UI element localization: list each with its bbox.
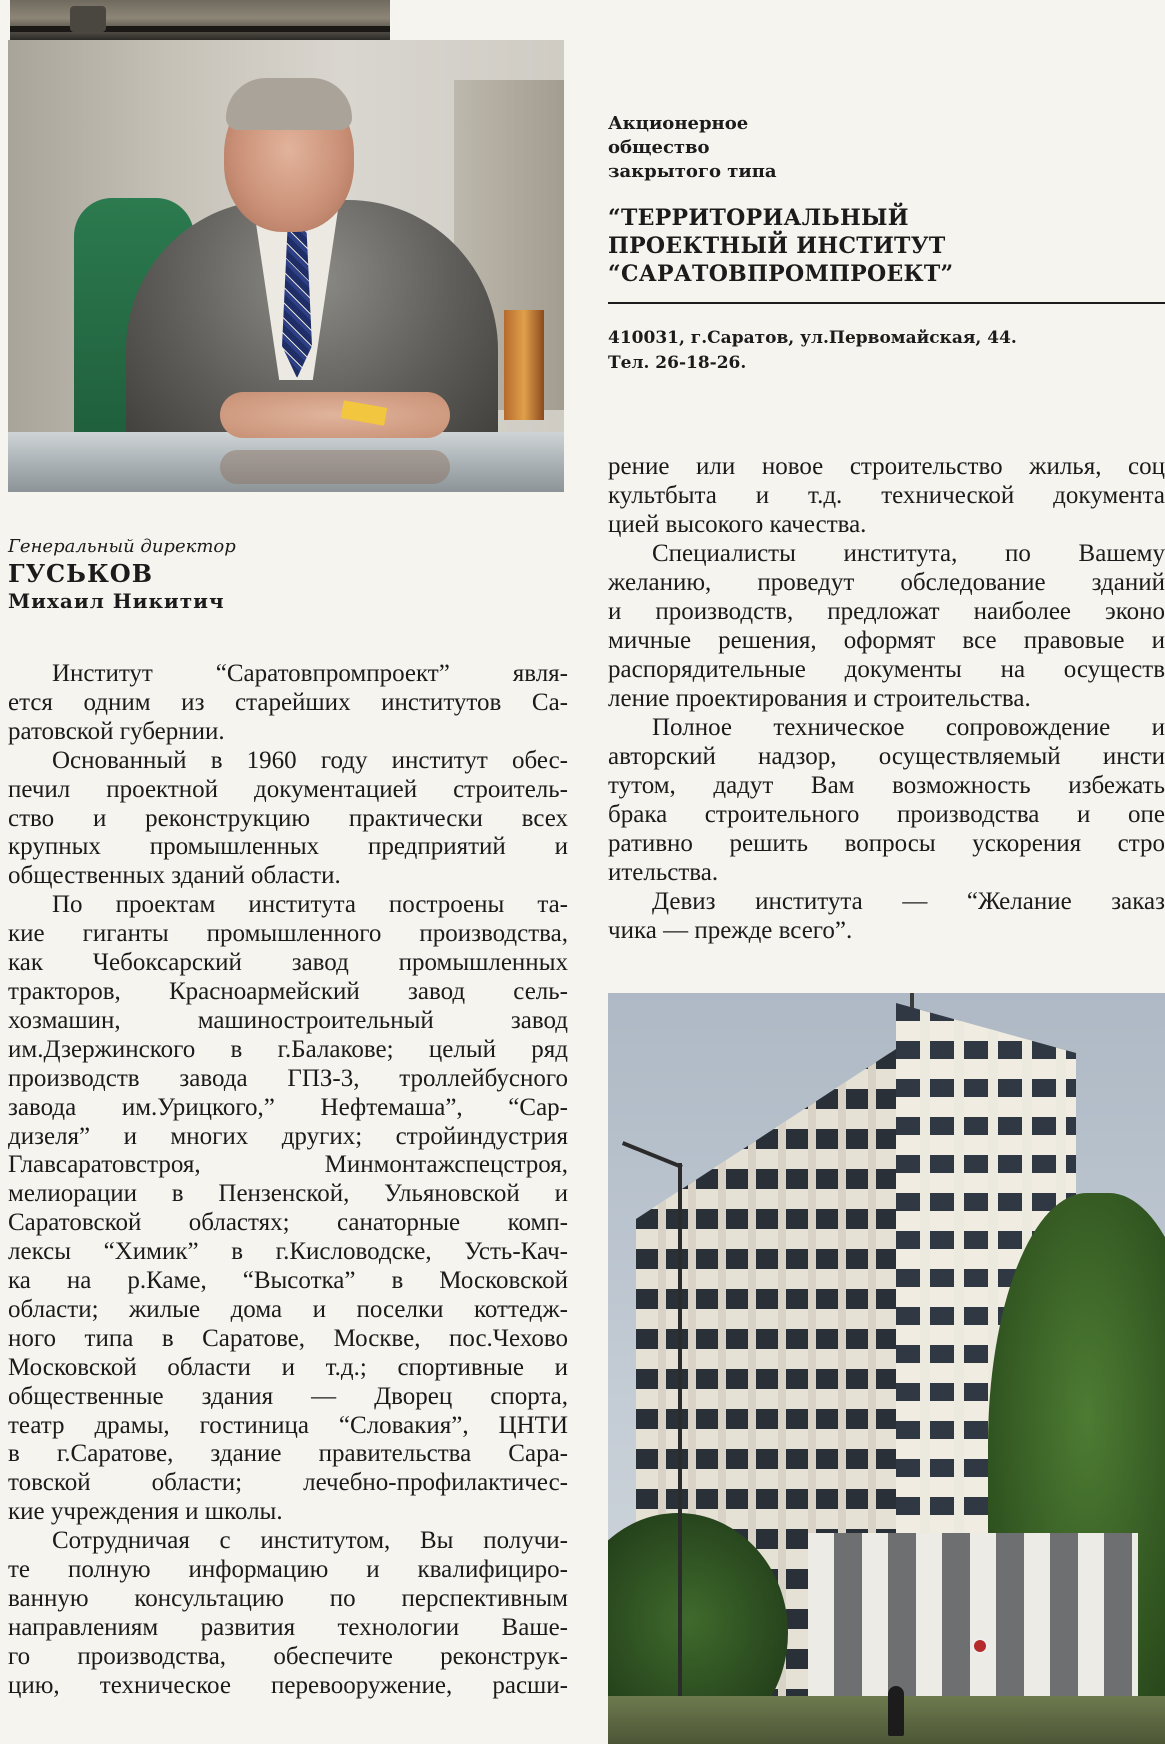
text-line: как Чебоксарский завод промышленных <box>8 949 568 977</box>
text-line: чика — прежде всего”. <box>608 917 853 944</box>
text-line: театр драмы, гостиница “Словакия”, ЦНТИ <box>8 1411 568 1439</box>
text-line: мичные решения, оформят все правовые и <box>608 627 1165 654</box>
text-line: дизеля” и многих других; стройиндустрия <box>8 1122 568 1150</box>
text-line: Полное техническое сопровождение и <box>652 714 1165 741</box>
text-line: Саратовской областях; санаторные комп- <box>8 1209 568 1237</box>
walking-person <box>888 1686 904 1736</box>
text-line: тракторов, Красноармейский завод сель- <box>8 977 568 1005</box>
text-line: мелиорации в Пензенской, Ульяновской и <box>8 1180 568 1208</box>
top-photo-strip <box>10 0 390 40</box>
address-line: 410031, г.Саратов, ул.Первомайская, 44. <box>608 328 1017 348</box>
text-line: Главсаратовстроя, Минмонтажспецстроя, <box>8 1151 568 1179</box>
address-line: Тел. 26-18-26. <box>608 353 747 373</box>
company-name-line: “ТЕРРИТОРИАЛЬНЫЙ <box>608 205 909 231</box>
text-line: тутом, дадут Вам возможность избежать <box>608 772 1165 799</box>
text-line: Специалисты института, по Вашему <box>652 540 1165 567</box>
street-lamp-head <box>622 1141 683 1169</box>
portrait-hands <box>220 392 450 438</box>
director-given-names: Михаил Никитич <box>8 589 225 613</box>
company-address <box>608 326 1165 376</box>
text-line: ванную консультацию по перспективным <box>8 1585 568 1612</box>
text-line: рение или новое строительство жилья, соц <box>608 453 1165 480</box>
text-line: крупных промышленных предприятий и <box>8 833 568 861</box>
company-type-line: закрытого типа <box>608 161 777 182</box>
text-line: Основанный в 1960 году институт обес- <box>52 746 568 774</box>
text-line: го производства, обеспечите реконструк- <box>8 1642 568 1670</box>
text-line: ного типа в Саратове, Москве, пос.Чехово <box>8 1324 568 1352</box>
text-line: и производств, предложат наиболее эконо <box>608 598 1165 625</box>
text-line: те полную информацию и квалифициро- <box>8 1556 568 1584</box>
text-line: общественные здания — Дворец спорта, <box>8 1382 568 1410</box>
text-line: распорядительные документы на осуществ <box>608 656 1165 683</box>
portrait-caption <box>8 534 568 614</box>
text-line: завода им.Урицкого,” Нефтемаша”, “Сар- <box>8 1093 568 1121</box>
street-lamp-pole <box>678 1163 682 1723</box>
company-name <box>608 204 1165 288</box>
text-line: направлениям развития технологии Ваше- <box>8 1613 568 1641</box>
company-name-line: ПРОЕКТНЫЙ ИНСТИТУТ <box>608 233 946 259</box>
text-line: ительства. <box>608 859 719 886</box>
director-role: Генеральный директор <box>8 536 236 557</box>
text-line: в г.Саратове, здание правительства Сара- <box>8 1440 568 1468</box>
company-header <box>608 112 1165 376</box>
text-line: ративно решить вопросы ускорения стро <box>608 830 1165 857</box>
text-line: им.Дзержинского в г.Балакове; целый ряд <box>8 1035 568 1063</box>
text-line: цией высокого качества. <box>608 511 867 538</box>
text-line: Девиз института — “Желание заказ <box>652 888 1165 915</box>
text-line: кие учреждения и школы. <box>8 1498 283 1526</box>
company-type-line: общество <box>608 137 710 158</box>
building-podium <box>808 1533 1138 1703</box>
director-surname: ГУСЬКОВ <box>8 559 153 588</box>
building-ground <box>608 1696 1165 1744</box>
portrait-desk-reflection <box>220 450 450 484</box>
text-line: кие гиганты промышленного производства, <box>8 920 568 948</box>
portrait-books <box>504 310 544 420</box>
company-type <box>608 112 1165 184</box>
text-line: ратовской губернии. <box>8 717 225 745</box>
text-line: цию, техническое перевооружение, расши- <box>8 1671 568 1699</box>
text-line: Сотрудничая с институтом, Вы получи- <box>52 1527 568 1555</box>
text-line: Московской области и т.д.; спортивные и <box>8 1353 568 1381</box>
road-sign <box>972 1638 988 1654</box>
text-line: области; жилые дома и поселки коттедж- <box>8 1295 568 1323</box>
text-line: желанию, проведут обследование зданий <box>608 569 1165 596</box>
company-name-line: “САРАТОВПРОМПРОЕКТ” <box>608 261 954 287</box>
right-text-column <box>608 452 1165 945</box>
text-line: хозмашин, машиностроительный завод <box>8 1006 568 1034</box>
text-line: лексы “Химик” в г.Кисловодске, Усть-Кач- <box>8 1238 568 1266</box>
text-line: ство и реконструкцию практически всех <box>8 804 568 832</box>
portrait-hair <box>226 78 352 130</box>
text-line: печил проектной документацией строитель- <box>8 775 568 803</box>
text-line: производств завода ГПЗ-3, троллейбусного <box>8 1064 568 1092</box>
text-line: ление проектирования и строительства. <box>608 685 1031 712</box>
text-line: товской области; лечебно-профилактичес- <box>8 1469 568 1497</box>
text-line: брака строительного производства и опе <box>608 801 1165 828</box>
company-type-line: Акционерное <box>608 113 749 134</box>
header-divider <box>608 302 1165 304</box>
text-line: ка на р.Каме, “Высотка” в Московской <box>8 1267 568 1295</box>
director-portrait-photo <box>8 40 564 492</box>
text-line: авторский надзор, осуществляемый инсти <box>608 743 1165 770</box>
institute-building-photo <box>608 993 1165 1744</box>
text-line: Институт “Саратовпромпроект” явля- <box>52 660 568 687</box>
left-text-column <box>8 660 568 1701</box>
text-line: ется одним из старейших институтов Са- <box>8 688 568 716</box>
text-line: культбыта и т.д. технической документа <box>608 482 1165 509</box>
text-line: По проектам института построены та- <box>52 891 568 919</box>
text-line: общественных зданий области. <box>8 862 341 890</box>
